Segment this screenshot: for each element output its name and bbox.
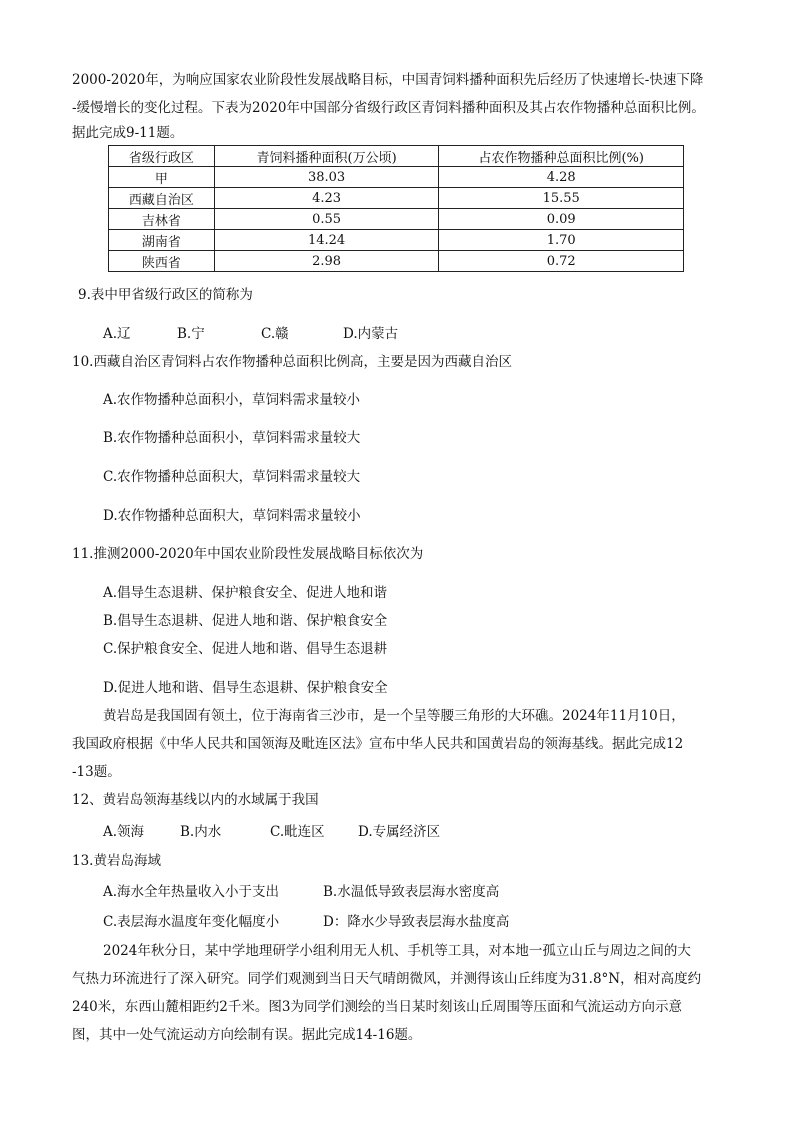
table-cell: 14.24: [214, 230, 439, 251]
table-row: [109, 230, 684, 251]
question-11-option-d: D.促进人地和谐、倡导生态退耕、保护粮食安全: [103, 680, 388, 696]
table-cell: 0.55: [214, 209, 439, 230]
question-9-options: [103, 325, 398, 343]
intro-paragraph-1-line-2: -缓慢增长的变化过程。下表为2020年中国部分省级行政区青饲料播种面积及其占农作物播种总面积比例。: [72, 100, 705, 116]
question-13-option-d: D：降水少导致表层海水盐度高: [323, 914, 510, 930]
question-11-option-c: C.保护粮食安全、促进人地和谐、倡导生态退耕: [103, 641, 388, 657]
question-9-option-a: A.辽: [103, 326, 131, 342]
intro-paragraph-3-line-1: 2024年秋分日，某中学地理研学小组利用无人机、手机等工具，对本地一孤立山丘与周边之间的大: [103, 943, 691, 959]
question-12-option-c: C.毗连区: [270, 824, 325, 840]
table-row: [109, 188, 684, 209]
table-cell: 西藏自治区: [109, 188, 215, 209]
question-12-option-b: B.内水: [180, 824, 222, 840]
table-cell: 38.03: [214, 167, 439, 188]
question-10-stem: 10.西藏自治区青饲料占农作物播种总面积比例高，主要是因为西藏自治区: [72, 354, 512, 370]
table-cell: 0.72: [439, 251, 684, 272]
question-12-stem: 12、黄岩岛领海基线以内的水域属于我国: [72, 792, 319, 808]
table-row: [109, 167, 684, 188]
question-13-stem: 13.黄岩岛海域: [72, 853, 161, 869]
table-header-row: [109, 146, 684, 167]
table-cell: 湖南省: [109, 230, 215, 251]
table-header-cell: 占农作物播种总面积比例(%): [439, 146, 684, 167]
question-11-stem: 11.推测2000-2020年中国农业阶段性发展战略目标依次为: [72, 546, 424, 562]
intro-paragraph-3-line-2: 气热力环流进行了深入研究。同学们观测到当日天气晴朗微风，并测得该山丘纬度为31.8°N，相对高度约: [72, 971, 702, 987]
question-10-option-a: A.农作物播种总面积小，草饲料需求量较小: [103, 392, 361, 408]
question-11-option-b: B.倡导生态退耕、促进人地和谐、保护粮食安全: [103, 613, 388, 629]
question-9-stem: 9.表中甲省级行政区的简称为: [78, 287, 253, 303]
intro-paragraph-3-line-3: 240米，东西山麓相距约2千米。图3为同学们测绘的当日某时刻该山丘周围等压面和气流运动方向示意: [72, 999, 682, 1015]
question-9-option-d: D.内蒙古: [343, 326, 399, 342]
table-header-cell: 省级行政区: [109, 146, 215, 167]
question-10-option-d: D.农作物播种总面积大，草饲料需求量较小: [103, 508, 361, 524]
intro-paragraph-2-line-3: -13题。: [72, 764, 121, 780]
table-header-cell: 青饲料播种面积(万公顷): [214, 146, 439, 167]
question-13-options-row-2: [103, 913, 509, 931]
question-9-option-b: B.宁: [177, 326, 205, 342]
table-cell: 甲: [109, 167, 215, 188]
question-11-option-a: A.倡导生态退耕、保护粮食安全、促进人地和谐: [103, 585, 388, 601]
intro-paragraph-2-line-1: 黄岩岛是我国固有领土，位于海南省三沙市，是一个呈等腰三角形的大环礁。2024年11月10日，: [103, 708, 685, 724]
intro-paragraph-2-line-2: 我国政府根据《中华人民共和国领海及毗连区法》宣布中华人民共和国黄岩岛的领海基线。据此完成12: [72, 736, 684, 752]
question-13-options-row-1: [103, 883, 499, 901]
table-cell: 吉林省: [109, 209, 215, 230]
table-row: [109, 251, 684, 272]
table-cell: 1.70: [439, 230, 684, 251]
table-cell: 15.55: [439, 188, 684, 209]
question-12-option-a: A.领海: [103, 824, 145, 840]
question-9-option-c: C.赣: [261, 326, 289, 342]
table-cell: 2.98: [214, 251, 439, 272]
table-row: [109, 209, 684, 230]
question-13-option-c: C.表层海水温度年变化幅度小: [103, 914, 280, 930]
question-12-options: [103, 823, 440, 841]
table-cell: 陕西省: [109, 251, 215, 272]
intro-paragraph-3-line-4: 图，其中一处气流运动方向绘制有误。据此完成14-16题。: [72, 1027, 422, 1043]
table-cell: 4.23: [214, 188, 439, 209]
question-13-option-b: B.水温低导致表层海水密度高: [323, 884, 500, 900]
question-12-option-d: D.专属经济区: [358, 824, 441, 840]
feed-crop-table: [108, 145, 684, 272]
question-10-option-c: C.农作物播种总面积大，草饲料需求量较大: [103, 469, 361, 485]
question-10-option-b: B.农作物播种总面积小，草饲料需求量较大: [103, 430, 361, 446]
intro-paragraph-1-line-1: 2000-2020年，为响应国家农业阶段性发展战略目标，中国青饲料播种面积先后经历了快速增长-快速下降: [72, 72, 704, 88]
table-cell: 0.09: [439, 209, 684, 230]
table-cell: 4.28: [439, 167, 684, 188]
intro-paragraph-1-line-3: 据此完成9-11题。: [72, 125, 184, 141]
question-13-option-a: A.海水全年热量收入小于支出: [103, 884, 280, 900]
